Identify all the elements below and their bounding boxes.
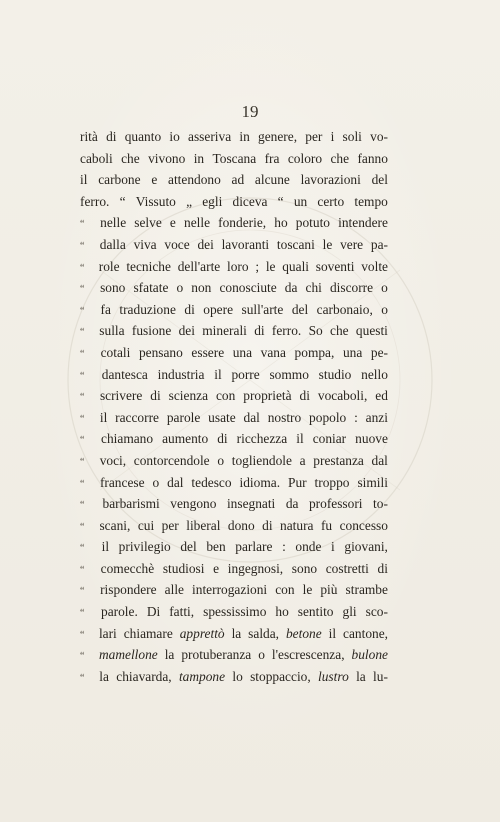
word: simili [357, 474, 388, 490]
text-line [80, 472, 388, 494]
text-line [80, 644, 388, 666]
word: di [254, 323, 265, 339]
word: di [106, 129, 117, 144]
text-line [80, 191, 388, 213]
quotation-mark: “ [80, 672, 85, 684]
word: potuto [295, 215, 330, 231]
word: conosciute [219, 280, 277, 296]
word: privilegio [118, 539, 171, 555]
word: a [299, 452, 306, 468]
word: essere [191, 344, 225, 360]
word: non [191, 280, 212, 296]
word: di [217, 431, 228, 447]
word: il [214, 366, 222, 382]
word: quanto [124, 129, 162, 144]
word: e [213, 560, 220, 576]
word: Pur [288, 474, 307, 490]
word: natura [280, 517, 314, 533]
word: coniar [312, 431, 347, 447]
word: concesso [339, 517, 388, 533]
word: soventi [315, 258, 355, 274]
word: comecchè [100, 560, 155, 576]
word: i [330, 129, 335, 144]
quotation-mark: “ [80, 543, 85, 555]
word: salda, [248, 625, 280, 641]
word: lavorazioni [300, 172, 361, 188]
word: voci, [99, 452, 127, 468]
word: ricchezza [236, 431, 288, 447]
quotation-mark: “ [80, 651, 85, 663]
word: parole [166, 409, 201, 425]
word: rità [80, 129, 98, 144]
word: lavoranti [221, 236, 270, 252]
word: o [381, 280, 388, 296]
word: dell'arte [177, 258, 221, 274]
word: rispondere [100, 582, 157, 598]
word: il [80, 172, 88, 188]
word: chiamare [123, 625, 173, 641]
body-text [80, 126, 388, 687]
word: gli [342, 604, 357, 620]
word: chi [305, 280, 322, 296]
quotation-mark: “ [80, 629, 85, 641]
word: il [328, 625, 337, 641]
word: idioma. [239, 474, 281, 490]
word: ho [274, 215, 288, 231]
word: genere, [258, 129, 298, 144]
word: lustro [318, 668, 349, 684]
word: chiavarda, [116, 668, 172, 684]
word: la [99, 668, 109, 684]
word: o [258, 647, 265, 663]
word: questi [355, 323, 388, 339]
quotation-mark: “ [80, 456, 85, 468]
word: o [217, 452, 225, 468]
text-line [80, 320, 388, 342]
word: studiosi [162, 560, 205, 576]
word: dantesca [101, 366, 148, 382]
word: viva [133, 236, 157, 252]
word: raccorre [115, 409, 159, 425]
text-line [80, 212, 388, 234]
word: lari [98, 625, 117, 641]
word: tecniche [126, 258, 171, 274]
word: interrogazioni [192, 582, 268, 598]
word: : [354, 409, 358, 425]
word: asseriva [188, 129, 232, 144]
word: di [299, 388, 310, 404]
word: vo- [370, 129, 388, 144]
word: selve [134, 215, 162, 231]
word: nuove [355, 431, 388, 447]
word: lo [232, 668, 243, 684]
word: sulla [99, 323, 125, 339]
word: o [176, 280, 184, 296]
word: di [184, 301, 195, 317]
word: scienza [168, 388, 209, 404]
text-line [80, 234, 388, 256]
word: chiamano [101, 431, 154, 447]
word: dal [371, 452, 388, 468]
word: So [308, 323, 323, 339]
word: sfatate [133, 280, 169, 296]
word: togliendole [231, 452, 292, 468]
text-line [80, 536, 388, 558]
word: del [291, 301, 309, 317]
text-line [80, 407, 388, 429]
word: carbonaio, [316, 301, 373, 317]
word: del [180, 539, 197, 555]
word: loro [227, 258, 249, 274]
word: voce [164, 236, 190, 252]
word: dei [197, 236, 214, 252]
word: con [215, 388, 236, 404]
word: scrivere [99, 388, 143, 404]
word: soli [342, 129, 362, 144]
word: caboli [80, 150, 113, 166]
word: e [169, 215, 176, 231]
word: mamellone [98, 647, 158, 663]
word: liberal [186, 517, 221, 533]
text-line [80, 623, 388, 645]
word: toscani [276, 236, 315, 252]
text-line [80, 493, 388, 515]
word: fusione [131, 323, 172, 339]
word: cui [137, 517, 155, 533]
word: sco- [365, 604, 388, 620]
text-line [80, 666, 388, 688]
word: più [320, 582, 338, 598]
word: attendono [168, 172, 221, 188]
quotation-mark: “ [80, 240, 85, 252]
word: popolo [309, 409, 347, 425]
word: vengono [170, 496, 217, 512]
word: stoppaccio, [250, 668, 311, 684]
word: nelle [100, 215, 127, 231]
text-line [80, 601, 388, 623]
word: da [285, 496, 299, 512]
word: discorre [329, 280, 374, 296]
word: parlare [235, 539, 273, 555]
word: dono [227, 517, 255, 533]
word: con [275, 582, 295, 598]
word: Di [146, 604, 161, 620]
word: nostro [267, 409, 302, 425]
word: intendere [338, 215, 388, 231]
word: scani, [99, 517, 131, 533]
word: betone [285, 625, 322, 641]
word: i [331, 539, 335, 555]
text-line [80, 558, 388, 580]
word: giovani, [344, 539, 388, 555]
word: coloro [287, 150, 323, 166]
quotation-mark: “ [80, 564, 85, 576]
word: fu [320, 517, 333, 533]
word: sull'arte [241, 301, 284, 317]
word: da [284, 280, 298, 296]
word: studio [318, 366, 352, 382]
word: io [169, 129, 180, 144]
word: anzi [365, 409, 388, 425]
word: che [121, 150, 140, 166]
word: vana [260, 344, 286, 360]
word: e [151, 172, 158, 188]
word: volte [361, 258, 388, 274]
word: in [193, 150, 205, 166]
quotation-mark: “ [80, 284, 85, 296]
word: pensano [138, 344, 183, 360]
word: insegnati [226, 496, 276, 512]
word: ; [255, 258, 260, 274]
word: fanno [357, 150, 388, 166]
word: carbone [98, 172, 141, 188]
word: la [231, 625, 242, 641]
word: ferro. [80, 193, 110, 209]
word: vivono [148, 150, 186, 166]
word: dal [243, 409, 260, 425]
word: bulone [351, 647, 388, 663]
word: dalla [99, 236, 126, 252]
word: “ [277, 193, 284, 209]
word: di [150, 388, 161, 404]
word: pe- [370, 344, 388, 360]
text-line [80, 385, 388, 407]
word: protuberanza [181, 647, 252, 663]
word: tedesco [191, 474, 232, 490]
word: : [282, 539, 286, 555]
text-line [80, 169, 388, 191]
page-number: 19 [241, 102, 259, 121]
word: vere [340, 236, 364, 252]
word: cotali [100, 344, 131, 360]
word: barbarismi [102, 496, 160, 512]
word: ed [375, 388, 388, 404]
quotation-mark: “ [80, 370, 85, 382]
word: alle [164, 582, 184, 598]
word: una [342, 344, 363, 360]
word: tampone [178, 668, 226, 684]
word: di [377, 560, 388, 576]
word: ad [231, 172, 245, 188]
word: le [322, 236, 333, 252]
word: proprietà [243, 388, 292, 404]
word: troppo [314, 474, 350, 490]
word: il [101, 539, 110, 555]
quotation-mark: “ [80, 327, 85, 339]
word: usate [208, 409, 236, 425]
word: dei [178, 323, 195, 339]
word: contorcendole [133, 452, 210, 468]
word: industria [157, 366, 205, 382]
word: sentito [297, 604, 334, 620]
word: ferro. [271, 323, 302, 339]
word: le [265, 258, 276, 274]
word: in [239, 129, 250, 144]
word: un [293, 193, 308, 209]
word: alcune [254, 172, 290, 188]
quotation-mark: “ [80, 348, 85, 360]
word: l'escrescenza, [271, 647, 345, 663]
word: il [99, 409, 108, 425]
text-line [80, 126, 388, 148]
word: to- [373, 496, 388, 512]
word: una [232, 344, 253, 360]
word: strambe [345, 582, 388, 598]
word: ben [206, 539, 226, 555]
text-line [80, 299, 388, 321]
text-line [80, 342, 388, 364]
word: egli [202, 193, 223, 209]
word: cantone, [343, 625, 388, 641]
word: che [330, 150, 350, 166]
text-line [80, 515, 388, 537]
word: diceva [232, 193, 268, 209]
word: del [371, 172, 388, 188]
word: costretti [325, 560, 369, 576]
word: spessissimo [203, 604, 267, 620]
word: nello [361, 366, 388, 382]
word: onde [295, 539, 322, 555]
word: la [356, 668, 366, 684]
word: fatti, [169, 604, 195, 620]
word: role [98, 258, 120, 274]
word: o [381, 301, 388, 317]
quotation-mark: “ [80, 608, 85, 620]
word: certo [317, 193, 345, 209]
text-line [80, 256, 388, 278]
word: pompa, [294, 344, 335, 360]
quotation-mark: “ [80, 219, 85, 231]
word: Toscana [212, 150, 257, 166]
word: vocaboli, [317, 388, 368, 404]
quotation-mark: “ [80, 478, 85, 490]
word: aumento [162, 431, 209, 447]
word: per [305, 129, 323, 144]
word: o [152, 474, 160, 490]
quotation-mark: “ [80, 262, 85, 274]
word: ingegnosi, [227, 560, 284, 576]
word: ho [275, 604, 289, 620]
word: sono [100, 280, 126, 296]
word: nelle [184, 215, 211, 231]
word: il [296, 431, 304, 447]
word: le [302, 582, 313, 598]
text-line [80, 428, 388, 450]
word: apprettò [179, 625, 225, 641]
word: pa- [370, 236, 388, 252]
quotation-mark: “ [80, 586, 85, 598]
word: „ [186, 193, 193, 209]
word: di [262, 517, 273, 533]
word: porre [231, 366, 260, 382]
quotation-mark: “ [80, 521, 85, 533]
word: professori [308, 496, 363, 512]
word: dal [167, 474, 184, 490]
word: parole. [101, 604, 138, 620]
text-line [80, 579, 388, 601]
word: quali [282, 258, 310, 274]
word: sommo [269, 366, 309, 382]
word: prestanza [313, 452, 364, 468]
word: opere [203, 301, 234, 317]
word: francese [99, 474, 145, 490]
word: fra [264, 150, 280, 166]
text-line [80, 450, 388, 472]
word: traduzione [119, 301, 176, 317]
word: la [164, 647, 175, 663]
quotation-mark: “ [80, 305, 85, 317]
word: tempo [354, 193, 388, 209]
word: fonderie, [218, 215, 267, 231]
word: Vissuto [135, 193, 176, 209]
text-line [80, 364, 388, 386]
word: minerali [202, 323, 247, 339]
word: sono [291, 560, 318, 576]
word: “ [119, 193, 126, 209]
word: fa [100, 301, 111, 317]
word: lu- [373, 668, 388, 684]
quotation-mark: “ [80, 435, 85, 447]
quotation-mark: “ [80, 500, 85, 512]
quotation-mark: “ [80, 413, 85, 425]
quotation-mark: “ [80, 392, 85, 404]
word: per [161, 517, 179, 533]
text-line [80, 148, 388, 170]
text-line [80, 277, 388, 299]
word: che [330, 323, 349, 339]
